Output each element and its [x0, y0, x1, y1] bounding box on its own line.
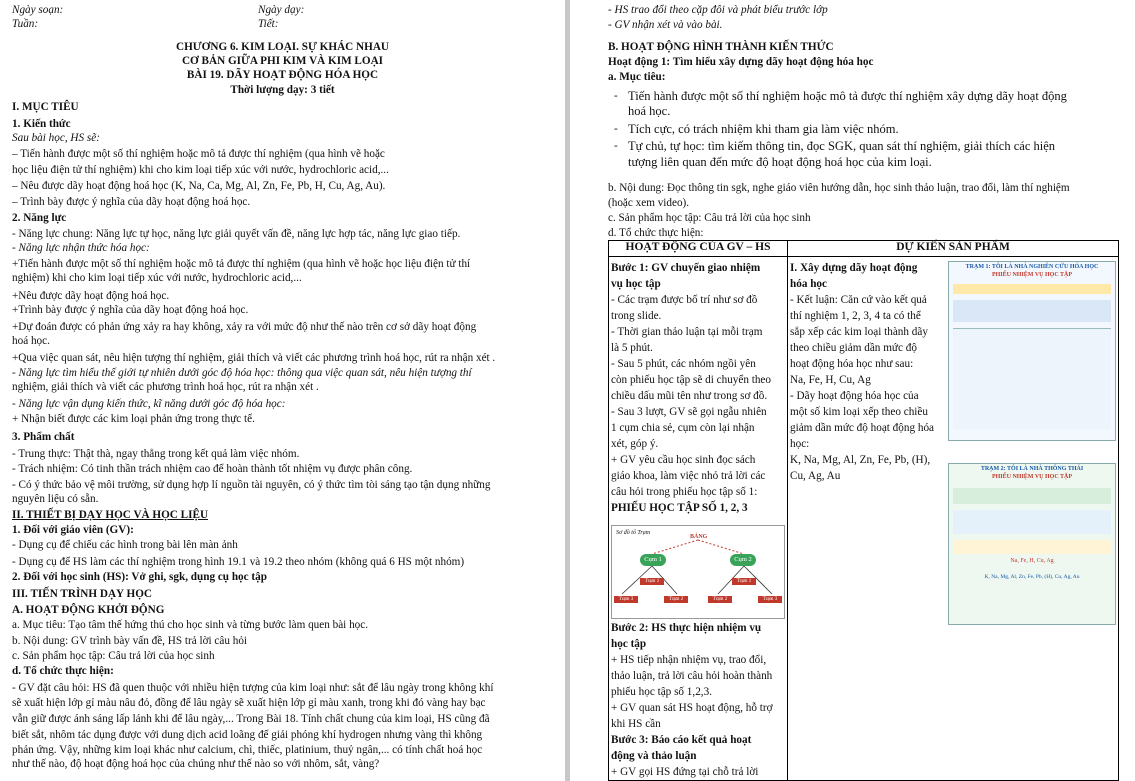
activity-table — [608, 240, 1119, 781]
activity-line: Bước 1: GV chuyển giao nhiệm — [611, 262, 761, 274]
right-line: (hoặc xem video). — [608, 197, 690, 209]
left-line: +Trình bày được ý nghĩa của dãy hoạt động hoá học. — [12, 304, 249, 316]
left-line: Sau bài học, HS sẽ: — [12, 132, 100, 144]
left-line: như thế nào, độ hoạt động hoá học của chúng như thế nào so với nhôm, sắt, vàng? — [12, 758, 380, 770]
product-line: K, Na, Mg, Al, Zn, Fe, Pb, (H), — [790, 454, 931, 466]
left-line: a. Mục tiêu: Tạo tâm thế hứng thú cho học sinh và từng bước làm quen bài học. — [12, 619, 369, 631]
activity-line: PHIẾU HỌC TẬP SỐ 1, 2, 3 — [611, 502, 748, 514]
product-line: - Kết luận: Căn cứ vào kết quả — [790, 294, 927, 306]
product-line: thí nghiệm 1, 2, 3, 4 ta có thể — [790, 310, 921, 322]
left-line: – Nêu được dãy hoạt động hoá học (K, Na, Ca, Mg, Al, Zn, Fe, Pb, H, Cu, Ag, Au). — [12, 180, 386, 192]
left-line: + Nhận biết được các kim loại phản ứng trong thực tế. — [12, 413, 255, 425]
product-line: - Dãy hoạt động hóa học của — [790, 390, 919, 402]
right-line: c. Sản phẩm học tập: Câu trả lời của học sinh — [608, 212, 811, 224]
product-line: Na, Fe, H, Cu, Ag — [790, 374, 871, 386]
activity-line: xét, góp ý. — [611, 438, 659, 450]
tiet: Tiết: — [258, 18, 279, 30]
activity-line: là 5 phút. — [611, 342, 653, 354]
tuan: Tuần: — [12, 18, 39, 30]
left-line: +Qua việc quan sát, nêu hiện tượng thí nghiệm, giải thích và viết các phương trình hoá học, rút ra nhận xét . — [12, 352, 496, 364]
ngay-soan: Ngày soạn: — [12, 4, 64, 16]
chapter-title: CHƯƠNG 6. KIM LOẠI. SỰ KHÁC NHAU — [176, 41, 389, 53]
right-line: tượng liên quan đến mức độ hoạt động hoá học của kim loại. — [628, 155, 932, 169]
left-line: biết sắt, nhôm tác dụng được với dung dịch acid loãng để giải phóng khí hydrogen nhưng vàng thì không — [12, 729, 483, 741]
station-2a: Trạm 2 — [664, 596, 688, 603]
product-line: Cu, Ag, Au — [790, 470, 841, 482]
cluster-1: Cụm 1 — [640, 554, 666, 566]
ngay-day: Ngày dạy: — [258, 4, 305, 16]
left-line: sẽ xuất hiện lớp gỉ màu nâu đỏ, đồng để lâu ngày sẽ xuất hiện lớp gỉ màu xanh, trong khi đó vàng hay bạc — [12, 697, 486, 709]
bullet-dash: - — [614, 140, 618, 152]
left-line: - Trung thực: Thật thà, ngay thẳng trong kết quả làm việc nhóm. — [12, 448, 300, 460]
activity-line: + HS tiếp nhận nhiệm vụ, trao đổi, — [611, 654, 767, 666]
station-1b: Trạm 1 — [732, 578, 756, 585]
left-line: - Dụng cụ để HS làm các thí nghiệm trong hình 19.1 và 19.2 theo nhóm (không quá 6 HS một nhóm) — [12, 556, 465, 568]
left-line: - Năng lực chung: Năng lực tự học, năng lực giải quyết vấn đề, năng lực hợp tác, năng lực giao tiếp. — [12, 228, 461, 240]
lesson-title: BÀI 19. DÃY HOẠT ĐỘNG HÓA HỌC — [186, 69, 379, 81]
activity-line: + GV gọi HS đứng tại chỗ trả lời — [611, 766, 759, 778]
activity-line: - Sau 3 lượt, GV sẽ gọi ngẫu nhiên — [611, 406, 767, 418]
station-3a: Trạm 3 — [614, 596, 638, 603]
right-line: b. Nội dung: Đọc thông tin sgk, nghe giáo viên hướng dẫn, học sinh thảo luận, trao đổi, làm thí nghiệm — [608, 182, 1070, 194]
station-1a: Trạm 1 — [640, 578, 664, 585]
left-line: 2. Năng lực — [12, 212, 67, 224]
station-2b: Trạm 2 — [708, 596, 732, 603]
right-line: Hoạt động 1: Tìm hiểu xây dựng dãy hoạt động hóa học — [608, 56, 874, 68]
activity-line: Bước 2: HS thực hiện nhiệm vụ — [611, 622, 762, 634]
activity-line: - Các trạm được bố trí như sơ đồ — [611, 294, 758, 306]
left-line: – Tiến hành được một số thí nghiệm hoặc mô tả được thí nghiệm (qua hình vẽ hoặc — [12, 148, 385, 160]
product-line: theo chiều giảm dần mức độ — [790, 342, 917, 354]
activity-line: + GV quan sát HS hoạt động, hỗ trợ — [611, 702, 773, 714]
left-line: b. Nội dung: GV trình bày vấn đề, HS trả lời câu hỏi — [12, 635, 248, 647]
product-line: giảm dần mức độ hoạt động hóa — [790, 422, 935, 434]
left-line: - Năng lực tìm hiểu thế giới tự nhiên dưới góc độ hóa học: thông qua việc quan sát, nêu hiện tượng thí — [12, 367, 472, 379]
left-line: nguyên liệu có sẵn. — [12, 493, 99, 505]
left-line: +Nêu được dãy hoạt động hoá học. — [12, 290, 170, 302]
table-header-activity: HOẠT ĐỘNG CỦA GV – HS — [609, 241, 788, 257]
left-line: vẫn giữ được ánh sáng lấp lánh khi để lâu ngày,... Trong Bài 18. Tính chất chung của kim loại, HS cũng đã — [12, 713, 490, 725]
slide2-sequence: K, Na, Mg, Al, Zn, Fe, Pb, (H), Cu, Ag, Au — [984, 574, 1080, 580]
cluster-2: Cụm 2 — [730, 554, 756, 566]
right-line: B. HOẠT ĐỘNG HÌNH THÀNH KIẾN THỨC — [608, 41, 834, 53]
left-line: +Tiến hành được một số thí nghiệm hoặc mô tả được thí nghiệm (qua hình vẽ hoặc học liệu điện tử thí — [12, 258, 471, 270]
right-line: hoá học. — [628, 104, 671, 118]
chapter-title-2: CƠ BẢN GIỮA PHI KIM VÀ KIM LOẠI — [181, 55, 384, 67]
right-line: d. Tổ chức thực hiện: — [608, 227, 704, 239]
right-line: a. Mục tiêu: — [608, 71, 666, 83]
left-line: – Trình bày được ý nghĩa của dãy hoạt động hoá học. — [12, 196, 251, 208]
slide-station-1: TRẠM 1: TÔI LÀ NHÀ NGHIÊN CỨU HÓA HỌC PHIẾU NHIỆM VỤ HỌC TẬP — [948, 261, 1116, 441]
product-line: sắp xếp các kim loại thành dãy — [790, 326, 928, 338]
left-line: c. Sản phẩm học tập: Câu trả lời của học sinh — [12, 650, 215, 662]
slide-station-2: TRẠM 2: TÔI LÀ NHÀ THÔNG THÁI PHIẾU NHIỆM VỤ HỌC TẬP Na, Fe, H, Cu, Ag K, Na, Mg, Al, Zn, Fe, Pb, (H), Cu, Ag, Au — [948, 463, 1116, 625]
left-line: d. Tổ chức thực hiện: — [12, 665, 114, 677]
product-line: hoạt động hóa học như sau: — [790, 358, 914, 370]
left-line: - Dụng cụ để chiếu các hình trong bài lên màn ảnh — [12, 539, 238, 551]
left-line: - Năng lực nhận thức hóa học: — [12, 242, 150, 254]
slide2-note: Na, Fe, H, Cu, Ag — [1010, 558, 1054, 564]
activity-line: trong slide. — [611, 310, 662, 322]
product-line: học: — [790, 438, 810, 450]
left-line: - Trách nhiệm: Có tinh thần trách nhiệm cao để hoàn thành tốt nhiệm vụ được phân công. — [12, 463, 413, 475]
diagram-arrows — [612, 526, 784, 618]
station-diagram — [611, 525, 785, 619]
activity-line: 1 cụm chia sẻ, cụm còn lại nhận — [611, 422, 755, 434]
product-line: I. Xây dựng dãy hoạt động — [790, 262, 918, 274]
right-line: Tiến hành được một số thí nghiệm hoặc mô tả được thí nghiệm xây dựng dãy hoạt động — [628, 89, 1067, 103]
activity-line: giáo khoa, làm việc nhỏ trả lời các — [611, 470, 766, 482]
left-line: hoá học. — [12, 335, 50, 347]
right-line: Tự chủ, tự học: tìm kiếm thông tin, đọc SGK, quan sát thí nghiệm, giải thích các hiện — [628, 139, 1056, 153]
right-page — [570, 0, 1135, 781]
left-line: 1. Đối với giáo viên (GV): — [12, 524, 134, 536]
activity-line: vụ học tập — [611, 278, 661, 290]
diagram-title: Sơ đồ tổ Trạm — [616, 530, 651, 536]
activity-line: - Sau 5 phút, các nhóm ngồi yên — [611, 358, 756, 370]
bullet-dash: - — [614, 123, 618, 135]
left-line: nghiệm) khi cho kim loại tiếp xúc với nước, hydrochloric acid,... — [12, 272, 302, 284]
table-header-product: DỰ KIẾN SẢN PHẨM — [788, 241, 1119, 257]
right-line: - HS trao đổi theo cặp đôi và phát biểu trước lớp — [608, 4, 828, 16]
product-line: hóa học — [790, 278, 827, 290]
left-line: 1. Kiến thức — [12, 118, 71, 130]
activity-line: chiều dấu mũi tên như trong sơ đồ. — [611, 390, 768, 402]
left-line: III. TIẾN TRÌNH DẠY HỌC — [12, 588, 152, 600]
right-line: - GV nhận xét và vào bài. — [608, 19, 723, 31]
left-line: A. HOẠT ĐỘNG KHỞI ĐỘNG — [12, 604, 165, 616]
bullet-dash: - — [614, 90, 618, 102]
product-cell — [788, 257, 1119, 781]
activity-line: còn phiếu học tập sẽ di chuyển theo — [611, 374, 771, 386]
left-line: nghiệm, giải thích và viết các phương trình hoá học, rút ra nhận xét . — [12, 381, 319, 393]
right-line: Tích cực, có trách nhiệm khi tham gia làm việc nhóm. — [628, 122, 899, 136]
diagram-board: BẢNG — [690, 534, 708, 540]
left-line: 2. Đối với học sinh (HS): Vở ghi, sgk, dụng cụ học tập — [12, 571, 267, 583]
product-line: một số kim loại xếp theo chiều — [790, 406, 928, 418]
activity-line: + GV yêu cầu học sinh đọc sách — [611, 454, 756, 466]
activity-line: động và thảo luận — [611, 750, 697, 762]
activity-line: học tập — [611, 638, 647, 650]
left-line: I. MỤC TIÊU — [12, 101, 79, 113]
left-line: - GV đặt câu hỏi: HS đã quen thuộc với nhiều hiện tượng của kim loại như: sắt để lâu ngày trong không khí — [12, 682, 494, 694]
duration: Thời lượng dạy: 3 tiết — [230, 84, 335, 96]
activity-line: câu hỏi trong phiếu học tập số 1: — [611, 486, 758, 498]
activity-line: phiếu học tập số 1,2,3. — [611, 686, 712, 698]
station-3b: Trạm 3 — [758, 596, 782, 603]
left-line: - Có ý thức bảo vệ môi trường, sử dụng hợp lí nguồn tài nguyên, có ý thức tìm tòi sáng tạo tận dụng những — [12, 479, 491, 491]
activity-cell — [609, 257, 788, 781]
left-line: phản ứng. Vậy, những kim loại khác như calcium, chì, thiếc, platinium, thuỷ ngân,... có tính chất hoá học — [12, 744, 483, 756]
activity-line: Bước 3: Báo cáo kết quả hoạt — [611, 734, 752, 746]
left-line: 3. Phẩm chất — [12, 431, 75, 443]
activity-line: khi HS cần — [611, 718, 661, 730]
activity-line: thảo luận, trả lời câu hỏi hoàn thành — [611, 670, 773, 682]
left-line: học liệu điện tử thí nghiệm) khi cho kim loại tiếp xúc với nước, hydrochloric acid,... — [12, 164, 389, 176]
activity-line: - Thời gian thảo luận tại mỗi trạm — [611, 326, 763, 338]
left-line: II. THIẾT BỊ DẠY HỌC VÀ HỌC LIỆU — [12, 509, 209, 521]
left-line: +Dự đoán được có phản ứng xảy ra hay không, xảy ra với mức độ như thế nào trên cơ sở dãy hoạt động — [12, 321, 477, 333]
left-line: - Năng lực vận dụng kiến thức, kĩ năng dưới góc độ hóa học: — [12, 398, 286, 410]
left-page — [0, 0, 565, 781]
